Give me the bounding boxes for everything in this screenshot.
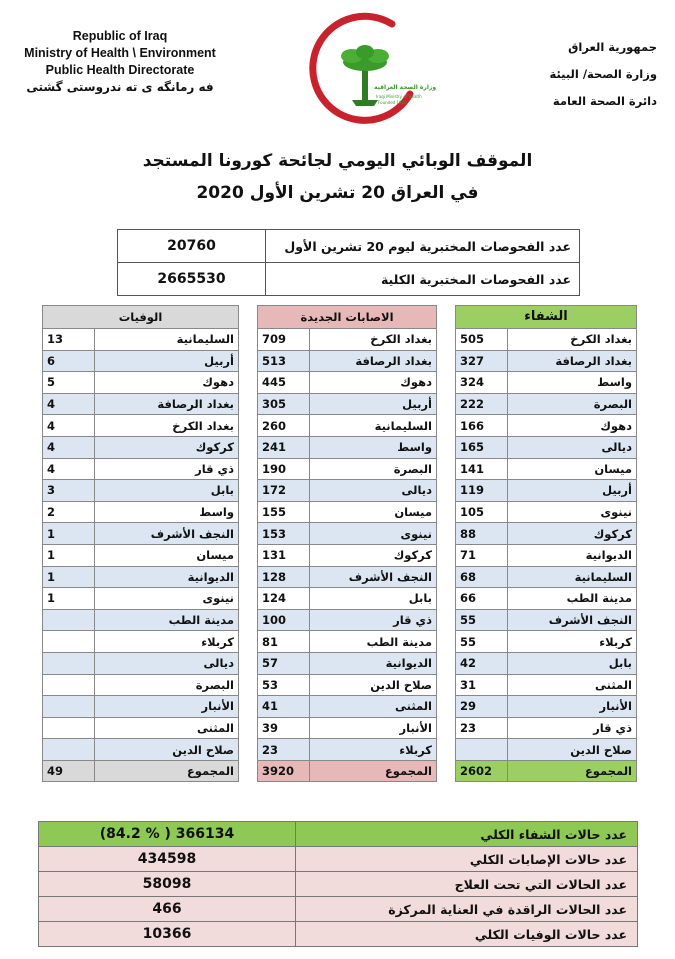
row-governorate: كركوك (508, 523, 637, 545)
table-row (258, 609, 437, 631)
row-value (43, 631, 95, 653)
row-governorate: صلاح الدين (95, 739, 239, 761)
recovered-table (455, 305, 637, 782)
row-value: 327 (456, 350, 508, 372)
deaths-table (42, 305, 239, 782)
row-governorate: مدينة الطب (310, 631, 437, 653)
table-row (43, 393, 239, 415)
recovered-header: الشفاء (456, 306, 637, 329)
summary-deaths-label: عدد حالات الوفيات الكلي (296, 922, 638, 947)
table-row (258, 739, 437, 761)
row-governorate: واسط (508, 372, 637, 394)
logo-arabic-text: وزارة الصحة العراقية (374, 84, 437, 91)
row-value: 81 (258, 631, 310, 653)
row-governorate: المثنى (95, 717, 239, 739)
row-governorate: صلاح الدين (508, 739, 637, 761)
recovered-total-row (456, 760, 637, 782)
row-governorate: ديالى (310, 480, 437, 502)
logo-english-text: Iraqi Ministry of Health (376, 94, 422, 99)
table-row (43, 372, 239, 394)
row-governorate: المثنى (508, 674, 637, 696)
table-row (258, 350, 437, 372)
header-en-ministry: Ministry of Health \ Environment (24, 46, 216, 60)
table-row (43, 717, 239, 739)
summary-recovered-value: (84.2 % ) 366134 (39, 822, 296, 847)
table-row (43, 696, 239, 718)
row-governorate: الأنبار (310, 717, 437, 739)
logo-year-text: Founded 1920 (378, 100, 407, 105)
row-governorate: بغداد الكرخ (508, 329, 637, 351)
table-row (258, 393, 437, 415)
total-tests-row (118, 263, 580, 296)
deaths-header-row (43, 306, 239, 329)
row-value: 31 (456, 674, 508, 696)
table-row (43, 501, 239, 523)
table-row (43, 739, 239, 761)
row-governorate: ذي قار (310, 609, 437, 631)
total-tests-value: 2665530 (118, 263, 266, 296)
row-value: 172 (258, 480, 310, 502)
new-cases-total-value: 3920 (258, 760, 310, 782)
row-governorate: كركوك (95, 436, 239, 458)
table-row (43, 588, 239, 610)
daily-tests-value: 20760 (118, 230, 266, 263)
row-value: 1 (43, 566, 95, 588)
row-value: 23 (456, 717, 508, 739)
row-governorate: ذي قار (95, 458, 239, 480)
row-value: 100 (258, 609, 310, 631)
row-governorate: البصرة (95, 674, 239, 696)
row-governorate: بغداد الرصافة (95, 393, 239, 415)
table-row (258, 674, 437, 696)
row-value: 1 (43, 588, 95, 610)
row-governorate: كركوك (310, 544, 437, 566)
table-row (456, 458, 637, 480)
row-governorate: السليمانية (310, 415, 437, 437)
header-ar-directorate: دائرة الصحة العامة (552, 94, 657, 108)
row-value: 505 (456, 329, 508, 351)
row-governorate: نينوى (95, 588, 239, 610)
row-governorate: البصرة (310, 458, 437, 480)
row-governorate: ديالى (95, 652, 239, 674)
row-value: 3 (43, 480, 95, 502)
table-row (258, 458, 437, 480)
row-governorate: واسط (310, 436, 437, 458)
row-value: 4 (43, 393, 95, 415)
header-en-country: Republic of Iraq (72, 29, 168, 43)
row-value: 513 (258, 350, 310, 372)
row-governorate: بغداد الرصافة (508, 350, 637, 372)
row-value (43, 674, 95, 696)
table-row (258, 523, 437, 545)
table-row (43, 458, 239, 480)
recovered-total-value: 2602 (456, 760, 508, 782)
row-governorate: ميسان (508, 458, 637, 480)
table-row (456, 501, 637, 523)
table-row (456, 329, 637, 351)
table-row (258, 501, 437, 523)
row-governorate: المثنى (310, 696, 437, 718)
row-value: 260 (258, 415, 310, 437)
row-value: 141 (456, 458, 508, 480)
table-row (43, 350, 239, 372)
row-governorate: مدينة الطب (95, 609, 239, 631)
deaths-total-value: 49 (43, 760, 95, 782)
table-row (456, 739, 637, 761)
cumulative-summary-table (38, 821, 638, 947)
row-governorate: بابل (310, 588, 437, 610)
summary-cases-label: عدد حالات الإصابات الكلي (296, 847, 638, 872)
summary-icu-row (39, 897, 638, 922)
table-row (258, 696, 437, 718)
table-row (258, 544, 437, 566)
row-value (43, 717, 95, 739)
row-governorate: كربلاء (508, 631, 637, 653)
deaths-total-label: المجموع (95, 760, 239, 782)
row-value: 305 (258, 393, 310, 415)
table-row (456, 588, 637, 610)
row-governorate: السليمانية (95, 329, 239, 351)
ministry-logo (300, 10, 437, 128)
summary-icu-label: عدد الحالات الراقدة في العناية المركزة (296, 897, 638, 922)
summary-deaths-row (39, 922, 638, 947)
header-en-directorate: Public Health Directorate (45, 63, 195, 77)
recovered-header-row (456, 306, 637, 329)
table-row (43, 566, 239, 588)
table-row (456, 480, 637, 502)
row-value: 190 (258, 458, 310, 480)
new-cases-header: الاصابات الجديدة (258, 306, 437, 329)
row-governorate: دهوك (508, 415, 637, 437)
row-governorate: كربلاء (95, 631, 239, 653)
table-row (43, 523, 239, 545)
row-governorate: ميسان (95, 544, 239, 566)
table-row (43, 436, 239, 458)
table-row (258, 415, 437, 437)
row-value (43, 696, 95, 718)
row-value: 71 (456, 544, 508, 566)
header-english (10, 28, 230, 96)
summary-cases-row (39, 847, 638, 872)
table-row (456, 523, 637, 545)
daily-tests-label: عدد الفحوصات المختبرية ليوم 20 تشرين الأول (266, 230, 580, 263)
ministry-logo-emblem-icon (300, 10, 430, 128)
row-value: 1 (43, 523, 95, 545)
row-governorate: نينوى (508, 501, 637, 523)
table-row (456, 393, 637, 415)
new-cases-table (257, 305, 437, 782)
table-row (456, 696, 637, 718)
row-governorate: بابل (508, 652, 637, 674)
table-row (456, 372, 637, 394)
table-row (43, 652, 239, 674)
report-title: الموقف الوبائي اليومي لجائحة كورونا المستجد (142, 151, 533, 171)
row-governorate: أربيل (95, 350, 239, 372)
header-ar-ministry: وزارة الصحة/ البيئة (549, 67, 657, 81)
row-governorate: بغداد الرصافة (310, 350, 437, 372)
row-governorate: ديالى (508, 436, 637, 458)
header-ku-directorate: فه رمانگه ی ته ندروستی گشتی (26, 80, 214, 94)
row-governorate: النجف الأشرف (95, 523, 239, 545)
row-governorate: ذي قار (508, 717, 637, 739)
row-value: 4 (43, 436, 95, 458)
row-governorate: ميسان (310, 501, 437, 523)
header-arabic (487, 34, 657, 115)
table-row (456, 436, 637, 458)
total-tests-label: عدد الفحوصات المختبرية الكلية (266, 263, 580, 296)
row-governorate: بابل (95, 480, 239, 502)
row-value: 166 (456, 415, 508, 437)
row-governorate: الديوانية (508, 544, 637, 566)
row-governorate: النجف الأشرف (508, 609, 637, 631)
row-governorate: السليمانية (508, 566, 637, 588)
row-value: 131 (258, 544, 310, 566)
table-row (43, 674, 239, 696)
row-value: 42 (456, 652, 508, 674)
table-row (456, 544, 637, 566)
summary-cases-value: 434598 (39, 847, 296, 872)
row-value: 55 (456, 609, 508, 631)
daily-tests-row (118, 230, 580, 263)
row-value: 53 (258, 674, 310, 696)
row-governorate: بغداد الكرخ (95, 415, 239, 437)
row-value: 55 (456, 631, 508, 653)
row-value: 2 (43, 501, 95, 523)
row-value (456, 739, 508, 761)
table-row (456, 674, 637, 696)
header-ar-country: جمهورية العراق (568, 40, 657, 54)
row-value: 68 (456, 566, 508, 588)
row-value: 128 (258, 566, 310, 588)
table-row (258, 652, 437, 674)
new-cases-header-row (258, 306, 437, 329)
table-row (456, 609, 637, 631)
row-governorate: نينوى (310, 523, 437, 545)
row-value: 222 (456, 393, 508, 415)
row-value: 153 (258, 523, 310, 545)
row-governorate: دهوك (95, 372, 239, 394)
table-row (456, 350, 637, 372)
table-row (43, 609, 239, 631)
row-value: 324 (456, 372, 508, 394)
table-row (456, 652, 637, 674)
row-value: 1 (43, 544, 95, 566)
report-date: في العراق 20 تشرين الأول 2020 (196, 183, 479, 203)
table-row (258, 588, 437, 610)
table-row (43, 329, 239, 351)
table-row (258, 631, 437, 653)
row-governorate: الديوانية (95, 566, 239, 588)
row-value: 39 (258, 717, 310, 739)
row-value: 88 (456, 523, 508, 545)
row-value: 105 (456, 501, 508, 523)
summary-recovered-label: عدد حالات الشفاء الكلي (296, 822, 638, 847)
deaths-total-row (43, 760, 239, 782)
row-governorate: صلاح الدين (310, 674, 437, 696)
row-governorate: دهوك (310, 372, 437, 394)
lab-tests-table (117, 229, 580, 296)
table-row (258, 566, 437, 588)
row-governorate: الأنبار (95, 696, 239, 718)
row-value: 119 (456, 480, 508, 502)
row-value: 4 (43, 458, 95, 480)
row-value: 41 (258, 696, 310, 718)
row-value (43, 739, 95, 761)
summary-treatment-label: عدد الحالات التي تحت العلاج (296, 872, 638, 897)
table-row (258, 329, 437, 351)
table-row (258, 436, 437, 458)
table-row (456, 717, 637, 739)
table-row (258, 480, 437, 502)
summary-recovered-row (39, 822, 638, 847)
table-row (456, 415, 637, 437)
row-governorate: النجف الأشرف (310, 566, 437, 588)
row-governorate: واسط (95, 501, 239, 523)
table-row (43, 544, 239, 566)
row-value: 23 (258, 739, 310, 761)
table-row (43, 480, 239, 502)
table-row (258, 372, 437, 394)
row-value (43, 609, 95, 631)
row-governorate: كربلاء (310, 739, 437, 761)
table-row (43, 631, 239, 653)
row-governorate: الديوانية (310, 652, 437, 674)
row-value: 155 (258, 501, 310, 523)
table-row (43, 415, 239, 437)
summary-icu-value: 466 (39, 897, 296, 922)
row-governorate: أربيل (310, 393, 437, 415)
table-row (456, 566, 637, 588)
row-value: 57 (258, 652, 310, 674)
row-value: 66 (456, 588, 508, 610)
table-row (456, 631, 637, 653)
row-governorate: البصرة (508, 393, 637, 415)
row-governorate: بغداد الكرخ (310, 329, 437, 351)
recovered-total-label: المجموع (508, 760, 637, 782)
row-value: 29 (456, 696, 508, 718)
row-value: 4 (43, 415, 95, 437)
row-value: 241 (258, 436, 310, 458)
table-row (258, 717, 437, 739)
row-value: 124 (258, 588, 310, 610)
row-value: 709 (258, 329, 310, 351)
summary-treatment-row (39, 872, 638, 897)
row-value: 5 (43, 372, 95, 394)
new-cases-total-row (258, 760, 437, 782)
row-value (43, 652, 95, 674)
row-value: 165 (456, 436, 508, 458)
deaths-header: الوفيات (43, 306, 239, 329)
row-value: 6 (43, 350, 95, 372)
new-cases-total-label: المجموع (310, 760, 437, 782)
summary-deaths-value: 10366 (39, 922, 296, 947)
summary-treatment-value: 58098 (39, 872, 296, 897)
row-value: 445 (258, 372, 310, 394)
row-governorate: أربيل (508, 480, 637, 502)
row-value: 13 (43, 329, 95, 351)
row-governorate: الأنبار (508, 696, 637, 718)
row-governorate: مدينة الطب (508, 588, 637, 610)
